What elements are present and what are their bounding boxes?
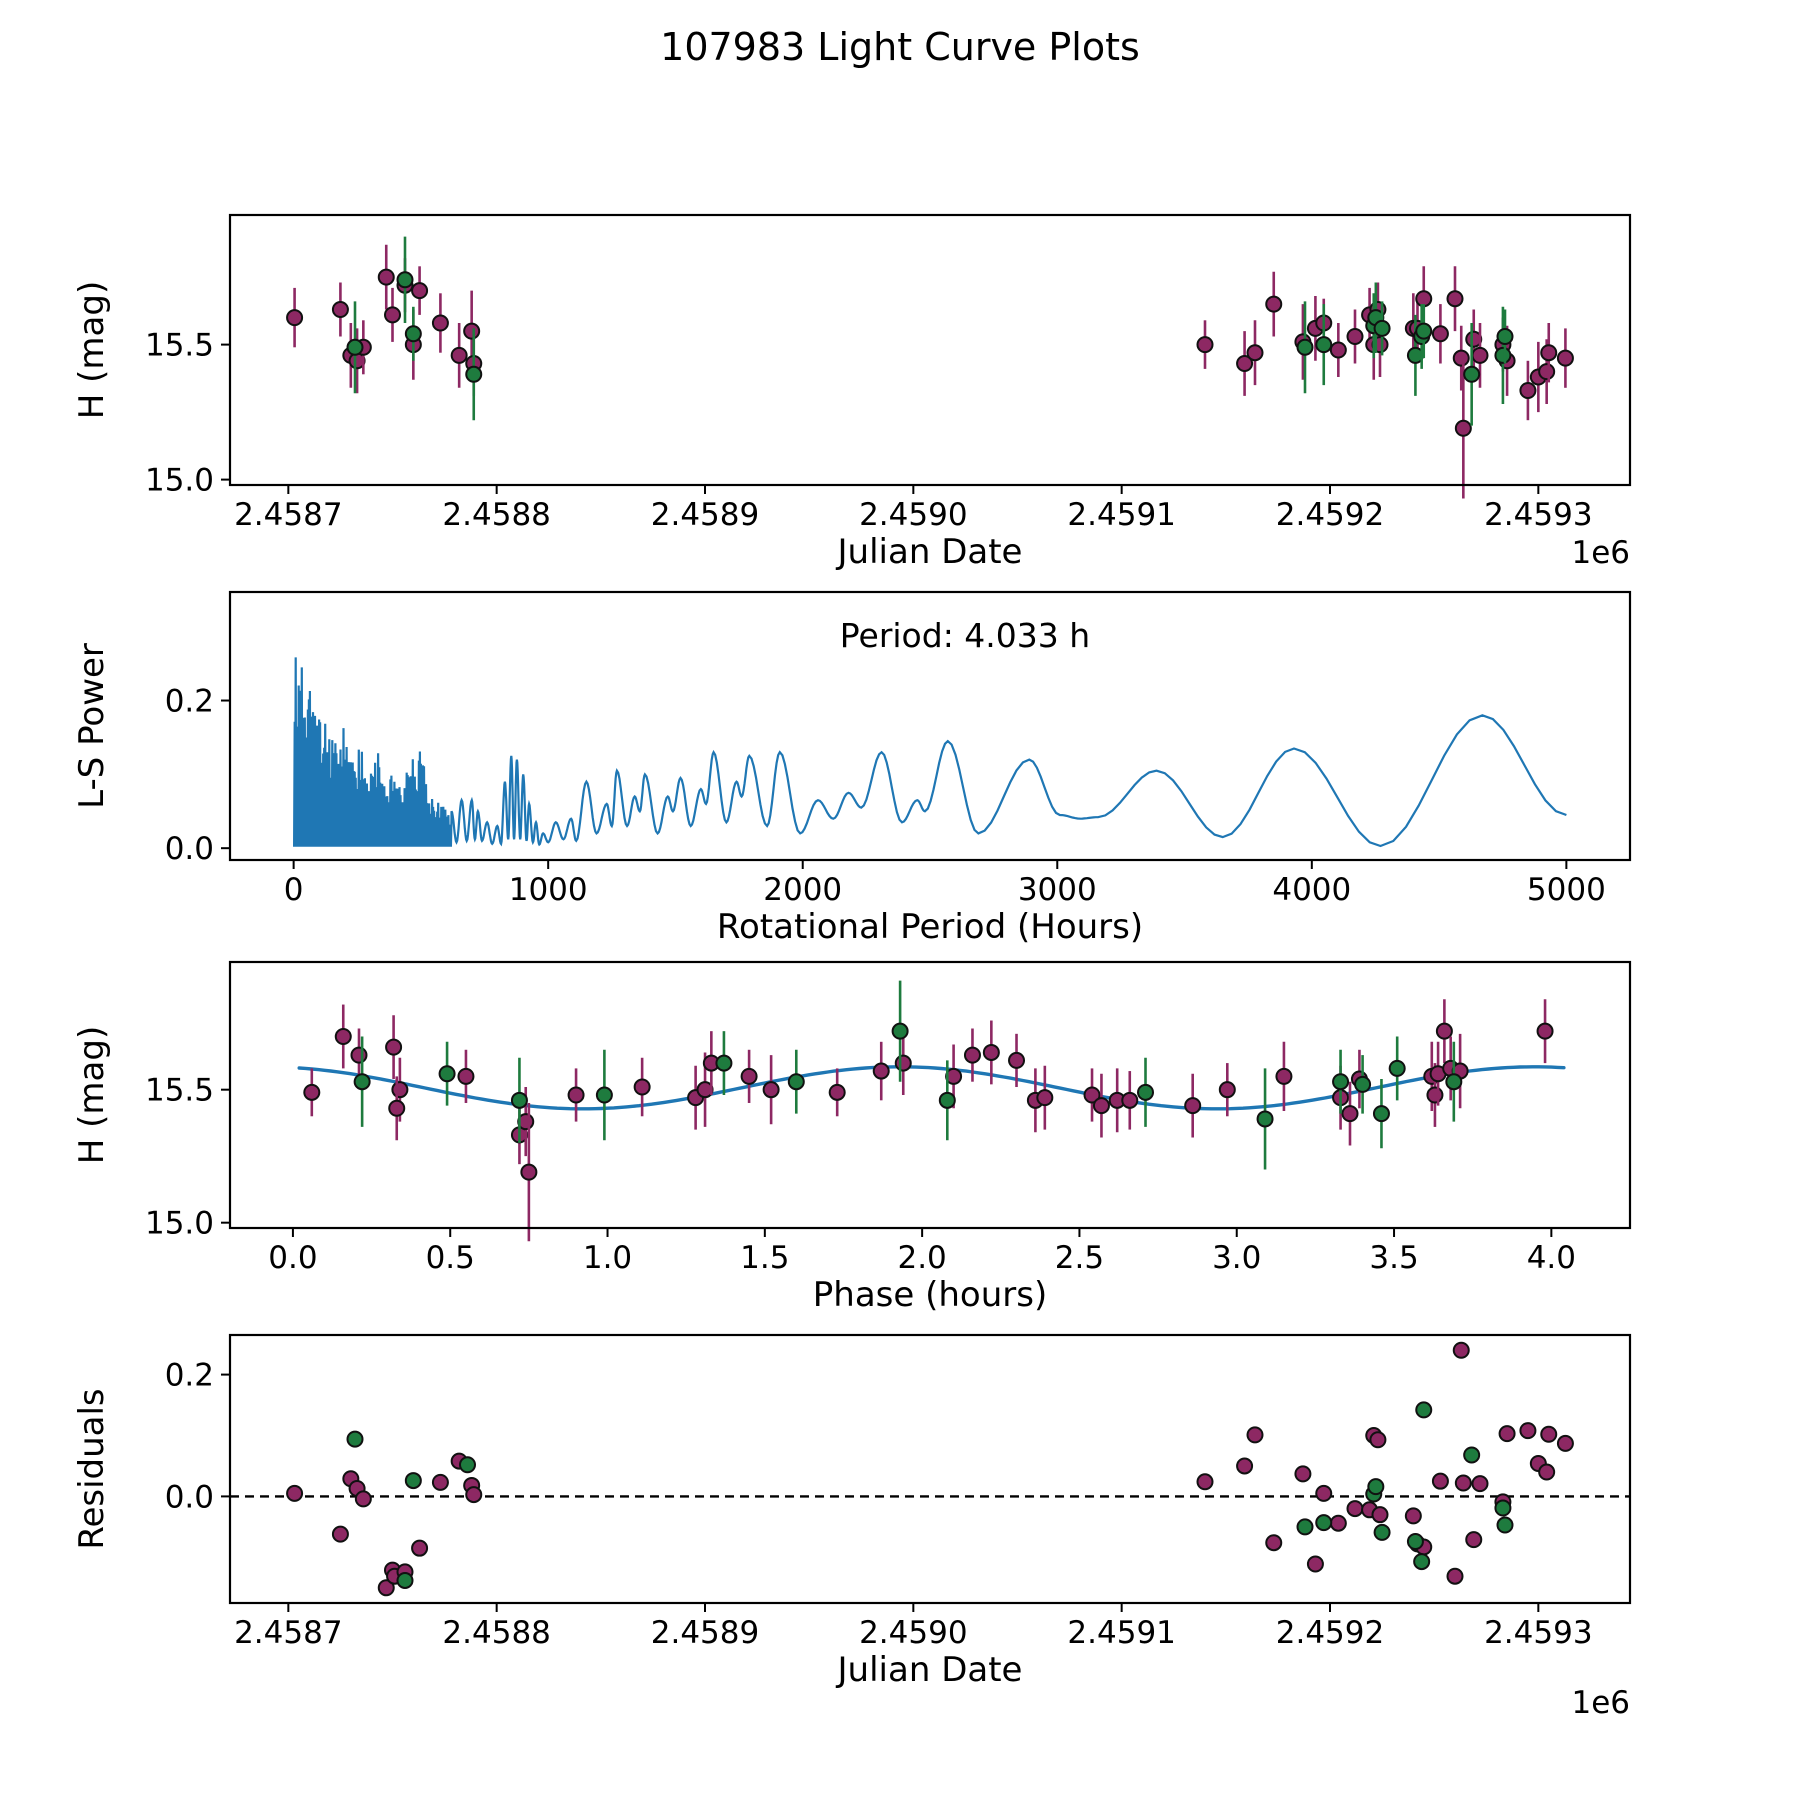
y-axis-label: L-S Power [72,643,112,809]
x-tick-label: 2.4588 [442,1615,551,1651]
data-point-green [1495,348,1510,363]
data-point-magenta [1454,351,1469,366]
data-point-magenta [412,1541,427,1556]
data-point-magenta [1456,421,1471,436]
data-point-magenta [1433,326,1448,341]
x-tick-label: 1.5 [740,1240,790,1276]
x-tick-label: 2.4589 [650,1615,760,1651]
data-point-magenta [464,324,479,339]
data-point-magenta [635,1080,650,1095]
data-point-magenta [1454,1343,1469,1358]
data-point-magenta [433,316,448,331]
y-tick-label: 0.2 [164,1357,214,1394]
y-axis-label: Residuals [72,1388,112,1550]
data-point-green [355,1074,370,1089]
data-point-green [1498,1518,1513,1533]
data-point-magenta [287,310,302,325]
data-point-green [1316,337,1331,352]
data-point-magenta [521,1165,536,1180]
data-point-green [1498,329,1513,344]
data-point-magenta [830,1085,845,1100]
data-point-magenta [1373,1507,1388,1522]
x-tick-label: 2.5 [1054,1240,1105,1276]
data-point-magenta [1427,1088,1442,1103]
x-axis-label: Rotational Period (Hours) [716,907,1144,947]
data-point-magenta [1248,345,1263,360]
data-point-magenta [1541,1427,1556,1442]
data-point-magenta [1433,1474,1448,1489]
data-point-magenta [896,1056,911,1071]
data-point-magenta [1009,1053,1024,1068]
x-tick-label: 1.0 [582,1240,633,1276]
data-point-magenta [392,1082,407,1097]
data-point-magenta [458,1069,473,1084]
x-tick-label: 1000 [508,872,588,908]
data-point-green [1298,1519,1313,1534]
data-point-magenta [1558,351,1573,366]
subplot-phase-lightcurve [72,962,1630,1315]
data-point-green [1414,1554,1429,1569]
data-point-magenta [1295,1466,1310,1481]
data-point-magenta [1520,383,1535,398]
x-axis-label: Julian Date [837,532,1023,572]
data-point-magenta [1437,1024,1452,1039]
y-tick-label: 0.0 [164,1479,214,1516]
data-point-green [1446,1074,1461,1089]
x-tick-label: 3.5 [1369,1240,1419,1276]
x-axis-label: Julian Date [837,1650,1023,1690]
data-point-magenta [1406,1508,1421,1523]
data-point-magenta [356,1491,371,1506]
data-point-magenta [1473,348,1488,363]
data-point-green [1374,1106,1389,1121]
x-tick-label: 2.4588 [442,497,551,533]
data-point-magenta [333,302,348,317]
data-point-magenta [1198,1474,1213,1489]
data-point-magenta [1541,345,1556,360]
data-point-magenta [466,1487,481,1502]
data-point-green [893,1024,908,1039]
data-point-green [440,1066,455,1081]
data-point-magenta [1538,1024,1553,1039]
data-point-magenta [742,1069,757,1084]
data-point-green [1416,324,1431,339]
data-point-magenta [389,1101,404,1116]
data-point-green [940,1093,955,1108]
data-point-magenta [433,1475,448,1490]
x-tick-label: 2.4592 [1275,1615,1385,1651]
figure-title: 107983 Light Curve Plots [660,25,1140,69]
data-point-green [1258,1111,1273,1126]
data-point-magenta [1266,1535,1281,1550]
data-point-magenta [1220,1082,1235,1097]
data-point-green [398,1573,413,1588]
data-point-magenta [1185,1098,1200,1113]
data-point-magenta [1539,364,1554,379]
x-tick-label: 3.0 [1212,1240,1262,1276]
data-point-green [1408,1534,1423,1549]
data-point-green [1368,1479,1383,1494]
data-point-magenta [569,1088,584,1103]
y-tick-label: 15.5 [144,327,214,364]
data-point-magenta [304,1085,319,1100]
x-tick-label: 2.4593 [1484,497,1593,533]
data-point-green [1138,1085,1153,1100]
y-tick-label: 15.0 [144,462,214,499]
data-point-magenta [1539,1465,1554,1480]
data-point-magenta [764,1082,779,1097]
x-tick-label: 3000 [1017,872,1097,908]
x-tick-label: 2.4589 [650,497,760,533]
x-tick-label: 2.4591 [1067,497,1176,533]
data-point-green [348,340,363,355]
data-point-green [716,1056,731,1071]
data-point-magenta [336,1029,351,1044]
data-point-magenta [386,1040,401,1055]
data-point-magenta [1343,1106,1358,1121]
data-point-green [1416,1402,1431,1417]
x-axis-label: Phase (hours) [812,1275,1048,1315]
y-tick-label: 0.0 [164,831,214,868]
x-tick-label: 2.4590 [859,497,968,533]
data-point-magenta [379,270,394,285]
data-point-green [1316,1515,1331,1530]
data-point-green [460,1457,475,1472]
data-point-magenta [1037,1090,1052,1105]
data-point-green [1298,340,1313,355]
data-point-magenta [1237,1458,1252,1473]
data-point-green [1390,1061,1405,1076]
y-tick-label: 0.2 [164,683,214,720]
x-tick-label: 0.5 [425,1240,475,1276]
data-point-green [1464,367,1479,382]
data-point-green [406,326,421,341]
x-tick-label: 2.4587 [234,497,343,533]
ls-power-curve [294,657,1566,846]
data-point-magenta [1466,1532,1481,1547]
data-point-magenta [1198,337,1213,352]
data-point-magenta [1308,1557,1323,1572]
subplot-periodogram [72,592,1630,947]
data-point-magenta [1456,1476,1471,1491]
x-tick-label: 4.0 [1526,1240,1577,1276]
data-point-magenta [1248,1427,1263,1442]
y-tick-label: 15.0 [144,1205,214,1242]
data-point-green [789,1074,804,1089]
subplot-residuals [72,1335,1630,1721]
x-tick-label: 4000 [1272,872,1352,908]
data-point-magenta [1448,1569,1463,1584]
axis-offset-label: 1e6 [1571,535,1630,571]
data-point-magenta [1520,1423,1535,1438]
y-tick-label: 15.5 [144,1072,214,1109]
data-point-green [348,1432,363,1447]
period-annotation: Period: 4.033 h [839,616,1091,655]
data-point-magenta [874,1064,889,1079]
data-point-magenta [1276,1069,1291,1084]
subplot-jd-lightcurve [72,215,1630,572]
data-point-magenta [287,1486,302,1501]
data-point-magenta [412,283,427,298]
data-point-magenta [351,1048,366,1063]
data-point-magenta [1331,1516,1346,1531]
data-point-magenta [965,1048,980,1063]
axis-offset-label: 1e6 [1571,1685,1630,1721]
y-axis-label: H (mag) [72,280,112,420]
data-point-green [1464,1447,1479,1462]
x-tick-label: 2.4593 [1484,1615,1593,1651]
x-tick-label: 2000 [763,872,843,908]
data-point-green [1333,1074,1348,1089]
data-point-green [1495,1500,1510,1515]
x-tick-label: 0 [283,872,304,908]
data-point-magenta [1331,343,1346,358]
data-point-magenta [1348,329,1363,344]
x-tick-label: 2.4592 [1275,497,1385,533]
data-point-green [512,1093,527,1108]
axes-frame [230,962,1630,1228]
data-point-magenta [1558,1436,1573,1451]
data-point-magenta [1266,297,1281,312]
data-point-green [597,1088,612,1103]
data-point-magenta [1500,1426,1515,1441]
data-point-green [1355,1077,1370,1092]
data-point-green [466,367,481,382]
data-point-magenta [1122,1093,1137,1108]
x-tick-label: 0.0 [268,1240,318,1276]
data-point-green [1375,321,1390,336]
x-tick-label: 2.4591 [1067,1615,1176,1651]
data-point-magenta [1416,291,1431,306]
data-point-magenta [385,307,400,322]
data-point-magenta [1348,1501,1363,1516]
data-point-magenta [1473,1476,1488,1491]
data-point-green [406,1473,421,1488]
data-point-green [1375,1525,1390,1540]
data-point-magenta [1370,1432,1385,1447]
data-point-green [398,272,413,287]
sine-fit-curve [299,1067,1564,1109]
data-point-magenta [452,348,467,363]
data-point-magenta [1094,1098,1109,1113]
data-point-magenta [1316,1486,1331,1501]
x-tick-label: 5000 [1526,872,1606,908]
data-point-magenta [1448,291,1463,306]
x-tick-label: 2.4590 [859,1615,968,1651]
x-tick-label: 2.4587 [234,1615,343,1651]
y-axis-label: H (mag) [72,1025,112,1165]
data-point-magenta [984,1045,999,1060]
x-tick-label: 2.0 [897,1240,947,1276]
data-point-magenta [333,1527,348,1542]
